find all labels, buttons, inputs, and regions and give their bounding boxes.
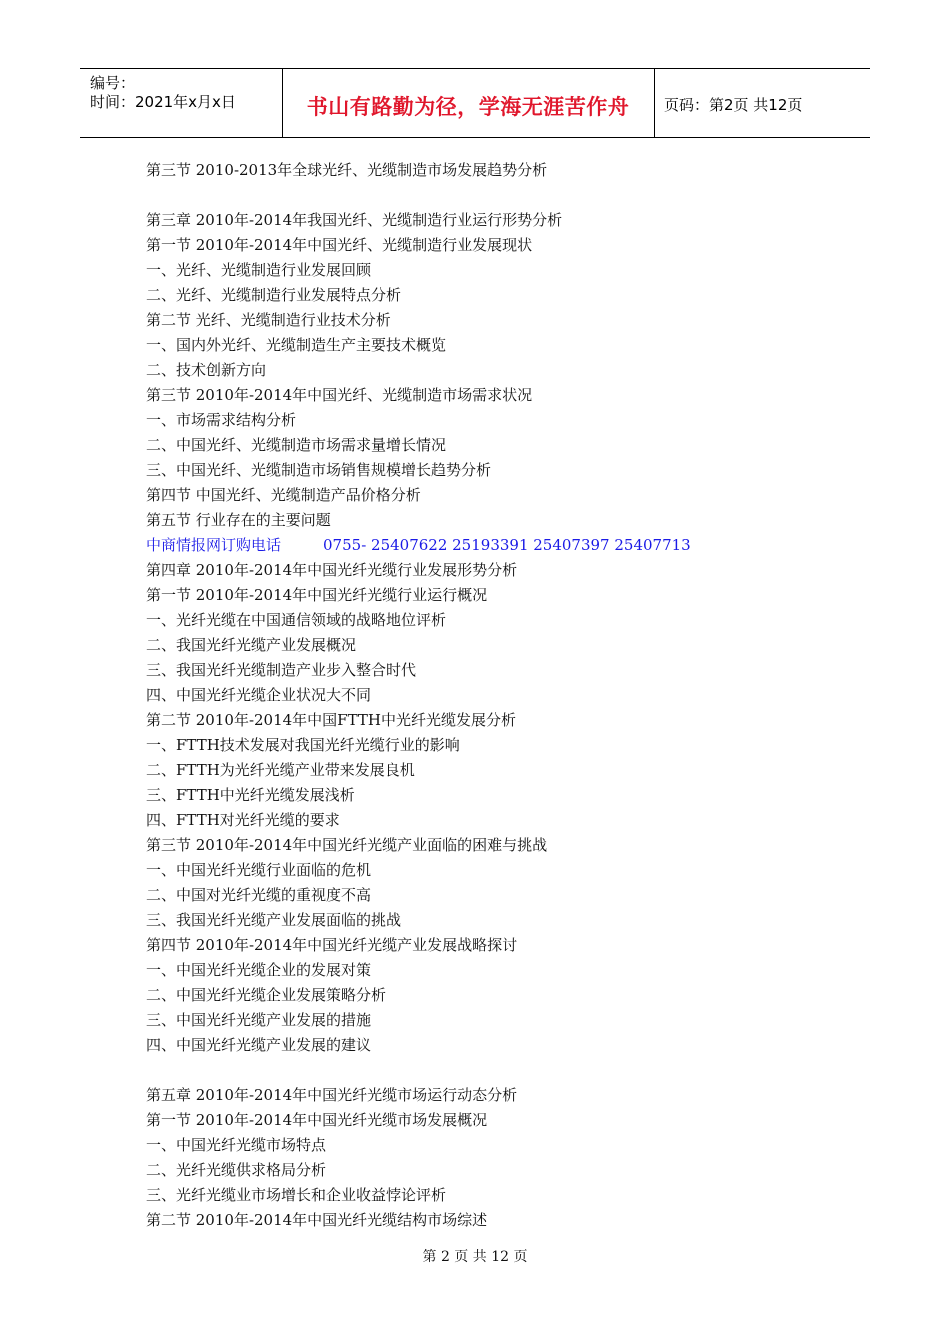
- toc-line: 第一节 2010年-2014年中国光纤光缆行业运行概况: [146, 586, 488, 604]
- contact-phones: 0755- 25407622 25193391 25407397 25407713: [323, 536, 691, 554]
- page-label: 页码：第2页 共12页: [664, 96, 803, 114]
- header-page-cell: [654, 69, 870, 137]
- toc-line: 第五章 2010年-2014年中国光纤光缆市场运行动态分析: [146, 1086, 518, 1104]
- contact-line: [146, 533, 846, 558]
- toc-line: 一、中国光纤光缆企业的发展对策: [146, 961, 372, 979]
- toc-line: 第一节 2010年-2014年中国光纤光缆市场发展概况: [146, 1111, 488, 1129]
- toc-line: 二、中国光纤光缆企业发展策略分析: [146, 986, 387, 1004]
- toc-line: 二、我国光纤光缆产业发展概况: [146, 636, 357, 654]
- toc-line: 二、中国光纤、光缆制造市场需求量增长情况: [146, 436, 447, 454]
- toc-line: 一、光纤、光缆制造行业发展回顾: [146, 261, 372, 279]
- toc-line: 第三节 2010年-2014年中国光纤、光缆制造市场需求状况: [146, 386, 533, 404]
- toc-line: 一、国内外光纤、光缆制造生产主要技术概览: [146, 336, 447, 354]
- header-motto-cell: [282, 69, 655, 137]
- blank-line: [146, 183, 846, 208]
- toc-line: 第四章 2010年-2014年中国光纤光缆行业发展形势分析: [146, 561, 518, 579]
- header-info-cell: [80, 69, 283, 137]
- contact-label: 中商情报网订购电话: [146, 536, 282, 554]
- toc-block-2: [146, 558, 846, 1233]
- toc-line: 第三章 2010年-2014年我国光纤、光缆制造行业运行形势分析: [146, 211, 563, 229]
- toc-line: 四、中国光纤光缆企业状况大不同: [146, 686, 372, 704]
- toc-line: 三、中国光纤光缆产业发展的措施: [146, 1011, 372, 1029]
- toc-line: 一、光纤光缆在中国通信领域的战略地位评析: [146, 611, 447, 629]
- toc-line: 第五节 行业存在的主要问题: [146, 511, 331, 529]
- toc-line: 二、光纤光缆供求格局分析: [146, 1161, 327, 1179]
- toc-line: 第二节 光纤、光缆制造行业技术分析: [146, 311, 391, 329]
- toc-line: 二、FTTH为光纤光缆产业带来发展良机: [146, 761, 415, 779]
- toc-line: 第四节 中国光纤、光缆制造产品价格分析: [146, 486, 421, 504]
- motto: 书山有路勤为径，学海无涯苦作舟: [306, 95, 630, 119]
- toc-line: 第一节 2010年-2014年中国光纤、光缆制造行业发展现状: [146, 236, 533, 254]
- serial-label: 编号：: [90, 74, 136, 92]
- document-body: [146, 158, 846, 1233]
- toc-line: 二、光纤、光缆制造行业发展特点分析: [146, 286, 402, 304]
- date-label: 时间：2021年x月x日: [90, 93, 236, 111]
- toc-line: 二、技术创新方向: [146, 361, 267, 379]
- toc-line: 一、FTTH技术发展对我国光纤光缆行业的影响: [146, 736, 460, 754]
- toc-line: 三、光纤光缆业市场增长和企业收益悖论评析: [146, 1186, 447, 1204]
- toc-line: 一、市场需求结构分析: [146, 411, 297, 429]
- toc-line: 四、中国光纤光缆产业发展的建议: [146, 1036, 372, 1054]
- toc-line: 一、中国光纤光缆行业面临的危机: [146, 861, 372, 879]
- header-table: [80, 68, 870, 138]
- page-footer: 第 2 页 共 12 页: [422, 1249, 528, 1265]
- toc-line: 一、中国光纤光缆市场特点: [146, 1136, 327, 1154]
- toc-line: 三、中国光纤、光缆制造市场销售规模增长趋势分析: [146, 461, 492, 479]
- toc-line: 第三节 2010年-2014年中国光纤光缆产业面临的困难与挑战: [146, 836, 548, 854]
- toc-line: 三、我国光纤光缆产业发展面临的挑战: [146, 911, 402, 929]
- toc-line: 三、FTTH中光纤光缆发展浅析: [146, 786, 355, 804]
- toc-line: 二、中国对光纤光缆的重视度不高: [146, 886, 372, 904]
- toc-line: 第三节 2010-2013年全球光纤、光缆制造市场发展趋势分析: [146, 161, 548, 179]
- toc-line: 第二节 2010年-2014年中国FTTH中光纤光缆发展分析: [146, 711, 516, 729]
- toc-line: 第四节 2010年-2014年中国光纤光缆产业发展战略探讨: [146, 936, 518, 954]
- toc-line: 四、FTTH对光纤光缆的要求: [146, 811, 340, 829]
- toc-line: 第二节 2010年-2014年中国光纤光缆结构市场综述: [146, 1211, 488, 1229]
- toc-line: 三、我国光纤光缆制造产业步入整合时代: [146, 661, 417, 679]
- blank-line: [146, 1058, 846, 1083]
- toc-block-1: [146, 158, 846, 533]
